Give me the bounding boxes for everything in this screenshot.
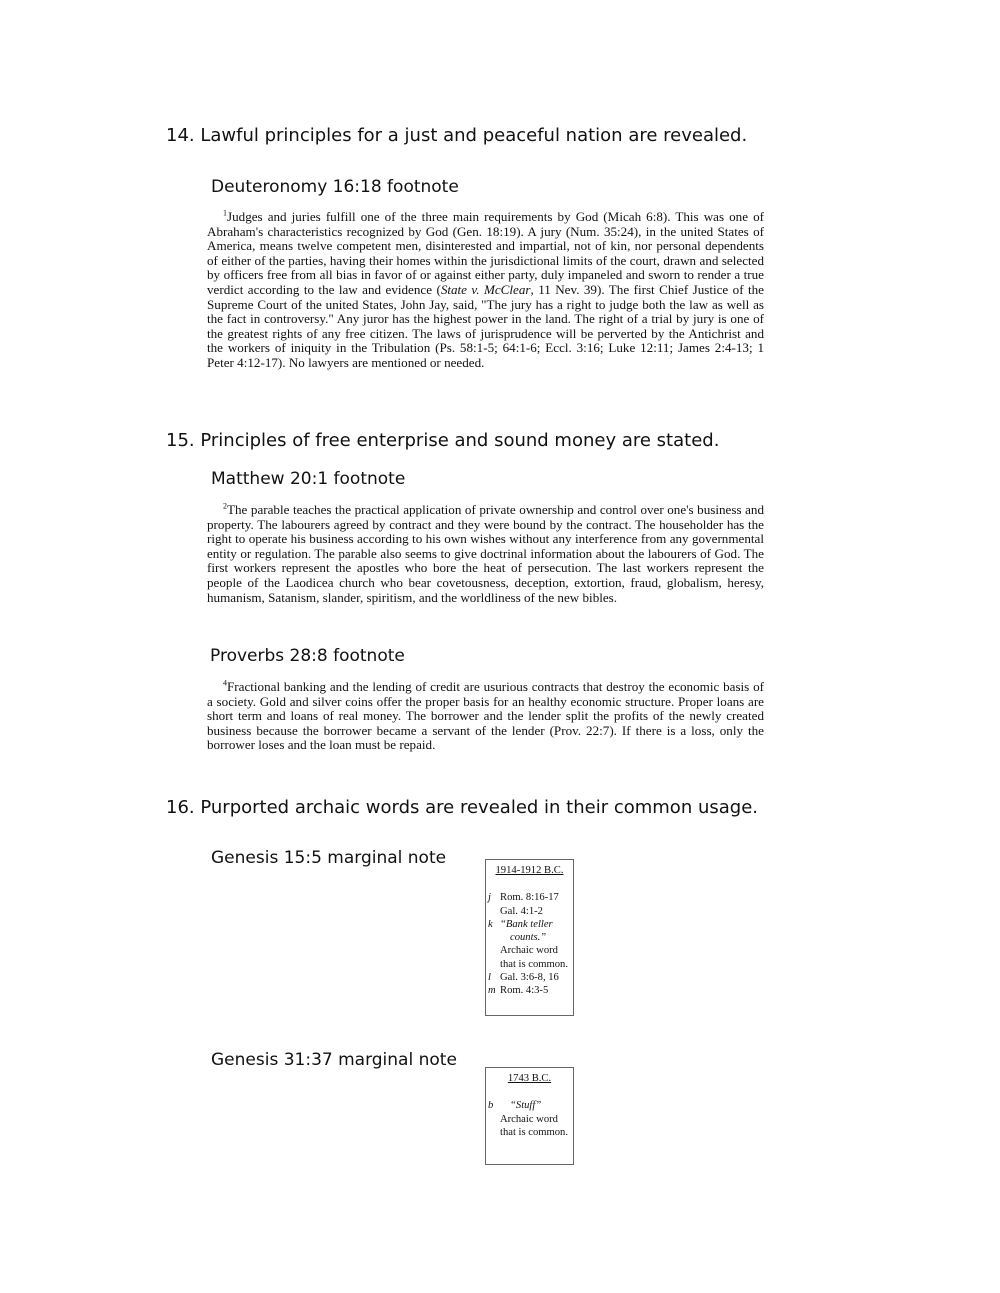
note-line: that is common. [500, 958, 568, 970]
footnote-marker: 2 [223, 501, 227, 511]
note-row-k [486, 918, 573, 971]
note-row-j [486, 891, 573, 918]
marginal-note-box-genesis-15 [485, 859, 574, 1016]
note-quote: counts.” [510, 932, 547, 944]
footnote-marker: 4 [223, 678, 227, 688]
proverbs-footnote-text [207, 680, 764, 753]
proverbs-footnote-title: Proverbs 28:8 footnote [210, 646, 405, 666]
note-letter: k [488, 918, 493, 930]
note-line: Gal. 4:1-2 [500, 905, 543, 917]
deuteronomy-footnote-title: Deuteronomy 16:18 footnote [211, 177, 459, 197]
note-quote: “Stuff” [510, 1100, 542, 1112]
matthew-footnote-text [207, 503, 764, 605]
marginal-note-box-genesis-31 [485, 1067, 574, 1165]
note-line: Rom. 4:3-5 [500, 985, 549, 997]
section-14-heading: 14. Lawful principles for a just and peaceful nation are revealed. [166, 125, 748, 146]
footnote-text-part-b: , 11 Nev. 39). The first Chief Justice of the Supreme Court of the united States, John Jay, said, "The jury has a right to judge both the law as well as the fact in controversy." Any juror has the highest power in the land. The right of a trial by jury is one of the greatest rights of any free citizen. The laws of jurisprudence will be perverted by the Antichrist and the workers of iniquity in the Tribulation (Ps. 58:1-5; 64:1-6; Eccl. 3:16; Luke 12:11; James 2:4-13; 1 Peter 4:12-17). No lawyers are mentioned or needed. [207, 281, 764, 370]
matthew-footnote-title: Matthew 20:1 footnote [211, 469, 406, 489]
note-letter: j [488, 892, 491, 904]
genesis-15-note-title: Genesis 15:5 marginal note [211, 848, 447, 868]
note-letter: m [488, 985, 496, 997]
section-16-heading: 16. Purported archaic words are revealed in their common usage. [166, 797, 758, 818]
note-row-m [486, 984, 573, 997]
footnote-text: Fractional banking and the lending of credit are usurious contracts that destroy the economic basis of a society. Gold and silver coins offer the proper basis for an healthy economic structure. Proper loans are short term and loans of real money. The borrower and the lender split the profits of the newly created business because the borrower became a servant of the lender (Prov. 22:7). If there is a loss, only the borrower loses and the loan must be repaid. [207, 679, 764, 753]
note-date: 1743 B.C. [507, 1073, 552, 1084]
note-line: Archaic word [500, 1113, 558, 1125]
note-line: that is common. [500, 1126, 568, 1138]
footnote-text-part-a: Judges and juries fulfill one of the three main requirements by God (Micah 6:8). This was one of Abraham's characteristics recognized by God (Gen. 18:19). A jury (Num. 35:24), in the united States of America, means twelve competent men, disinterested and impartial, not of kin, nor personal dependents of either of the parties, having their homes within the jurisdictional limits of the court, drawn and selected by officers free from all bias in favor of or against either party, duly impaneled and sworn to render a true verdict according to the law and evidence ( [207, 209, 764, 297]
deuteronomy-footnote-text [207, 210, 764, 371]
note-line: Rom. 8:16-17 [500, 892, 559, 904]
note-row-l [486, 971, 573, 984]
note-line: Gal. 3:6-8, 16 [500, 972, 559, 984]
note-date: 1914-1912 B.C. [495, 865, 564, 876]
note-quote: “Bank teller [500, 918, 553, 930]
note-line: Archaic word [500, 945, 558, 957]
note-row-b [486, 1099, 573, 1139]
genesis-31-note-title: Genesis 31:37 marginal note [211, 1050, 457, 1070]
note-letter: b [488, 1100, 494, 1112]
section-15-heading: 15. Principles of free enterprise and sound money are stated. [166, 430, 720, 451]
footnote-marker: 1 [223, 208, 227, 218]
note-letter: l [488, 972, 491, 984]
footnote-text: The parable teaches the practical application of private ownership and control over one's business and property. The labourers agreed by contract and they were bound by the contract. The householder has the right to operate his business according to his own wishes without any interference from any governmental entity or regulation. The parable also seems to give doctrinal information about the labourers of God. The first workers represent the apostles who bore the heat of persecution. The last workers represent the people of the Laodicea church who bear covetousness, deception, extortion, fraud, globalism, heresy, humanism, Satanism, slander, spiritism, and the worldliness of the new bibles. [207, 502, 764, 605]
case-citation: State v. McClear [440, 281, 531, 297]
